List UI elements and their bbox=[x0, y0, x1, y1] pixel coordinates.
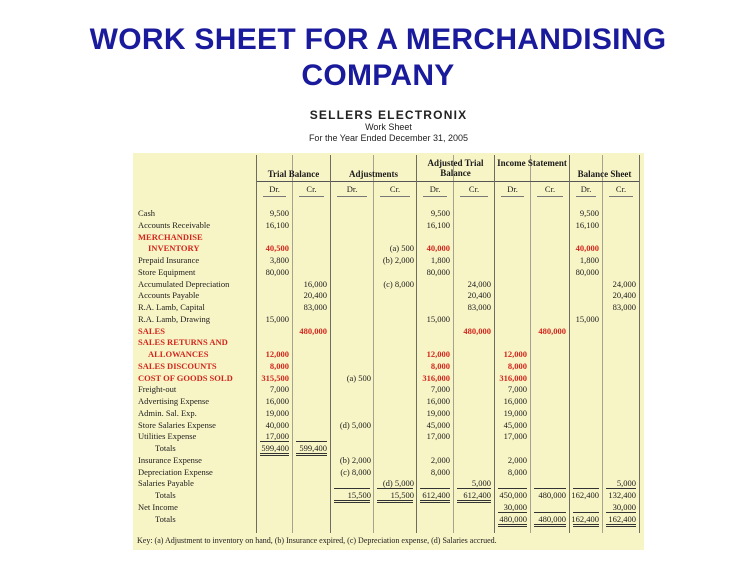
cell-bs-cr: 5,000 bbox=[616, 478, 636, 489]
account-name: COST OF GOODS SOLD bbox=[138, 372, 233, 383]
double-rule bbox=[420, 500, 450, 501]
cell-is-dr: 19,000 bbox=[503, 407, 527, 418]
double-rule bbox=[573, 524, 599, 525]
cell-atb-dr: 8,000 bbox=[430, 360, 450, 371]
account-name: R.A. Lamb, Drawing bbox=[138, 313, 211, 324]
account-name: Admin. Sal. Exp. bbox=[138, 407, 197, 418]
double-rule bbox=[260, 453, 289, 454]
cell-is-dr: 12,000 bbox=[503, 349, 527, 359]
cell-tb-dr: 19,000 bbox=[265, 407, 289, 418]
dr-cr-underline bbox=[501, 196, 524, 197]
column-group-adjusted-trial-balance: Adjusted Trial Balance bbox=[427, 158, 484, 178]
cell-tb-cr: 20,400 bbox=[303, 290, 327, 301]
cell-adj-cr: 15,500 bbox=[390, 490, 414, 500]
single-rule bbox=[606, 488, 636, 489]
cell-tb-dr: 80,000 bbox=[265, 266, 289, 277]
account-name: Accounts Payable bbox=[138, 290, 200, 301]
cell-tb-dr: 8,000 bbox=[269, 360, 289, 371]
cell-is-cr: 480,000 bbox=[538, 490, 566, 500]
double-rule bbox=[334, 500, 370, 501]
cell-bs-cr: 30,000 bbox=[612, 501, 636, 512]
dr-cr-underline bbox=[299, 196, 324, 197]
column-group-balance-sheet: Balance Sheet bbox=[577, 169, 632, 179]
cell-atb-dr: 7,000 bbox=[430, 384, 450, 395]
single-rule bbox=[606, 512, 636, 513]
account-name: Totals bbox=[155, 490, 176, 500]
double-rule bbox=[377, 502, 413, 503]
cell-atb-dr: 9,500 bbox=[430, 208, 450, 218]
column-divider bbox=[639, 155, 640, 533]
slide-title-line2: COMPANY bbox=[301, 59, 455, 92]
cell-is-cr: 480,000 bbox=[538, 325, 566, 336]
cell-atb-dr: 15,000 bbox=[426, 313, 450, 324]
cell-atb-dr: 16,100 bbox=[426, 219, 450, 230]
cell-tb-cr: 16,000 bbox=[303, 278, 327, 289]
column-group-income-statement: Income Statement bbox=[497, 158, 567, 168]
account-name: Totals bbox=[155, 513, 176, 524]
single-rule bbox=[296, 441, 327, 442]
cell-is-dr: 45,000 bbox=[503, 419, 527, 430]
column-divider bbox=[530, 155, 531, 533]
account-name: Freight-out bbox=[138, 384, 177, 395]
cell-atb-dr: 1,800 bbox=[430, 255, 450, 265]
cell-tb-dr: 315,500 bbox=[261, 372, 289, 383]
cell-tb-dr: 17,000 bbox=[265, 431, 289, 442]
cell-adj-cr: (a) 500 bbox=[389, 243, 414, 254]
single-rule bbox=[573, 512, 599, 513]
cell-tb-cr: 480,000 bbox=[299, 325, 327, 336]
account-name: Store Salaries Expense bbox=[138, 419, 216, 430]
cell-is-dr: 17,000 bbox=[503, 431, 527, 442]
double-rule bbox=[606, 524, 636, 525]
single-rule bbox=[573, 488, 599, 489]
cell-tb-dr: 40,500 bbox=[265, 243, 289, 254]
cell-is-dr: 8,000 bbox=[507, 360, 527, 371]
account-name: ALLOWANCES bbox=[148, 349, 209, 359]
cell-adj-cr: (d) 5,000 bbox=[382, 478, 414, 489]
account-name: Store Equipment bbox=[138, 266, 196, 277]
double-rule bbox=[457, 500, 491, 501]
cell-bs-dr: 16,100 bbox=[575, 219, 599, 230]
cell-bs-dr: 9,500 bbox=[579, 208, 599, 218]
double-rule bbox=[377, 500, 413, 501]
double-rule bbox=[260, 455, 289, 456]
single-rule bbox=[534, 512, 566, 513]
account-name: SALES bbox=[138, 325, 165, 336]
cell-bs-cr: 83,000 bbox=[612, 302, 636, 312]
column-group-trial-balance: Trial Balance bbox=[267, 169, 320, 179]
dr-header: Dr. bbox=[346, 184, 358, 194]
cell-is-dr: 30,000 bbox=[503, 501, 527, 512]
account-name: Totals bbox=[155, 443, 176, 453]
double-rule bbox=[334, 502, 370, 503]
account-name: Accounts Receivable bbox=[138, 219, 210, 230]
cell-adj-dr: (d) 5,000 bbox=[339, 419, 371, 430]
single-rule bbox=[260, 441, 289, 442]
cell-tb-dr: 599,400 bbox=[261, 443, 289, 453]
slide-title bbox=[0, 22, 756, 94]
double-rule bbox=[296, 455, 327, 456]
dr-cr-underline bbox=[380, 196, 410, 197]
cell-bs-cr: 162,400 bbox=[608, 513, 636, 524]
cell-bs-cr: 24,000 bbox=[612, 278, 636, 289]
worksheet-header bbox=[133, 103, 644, 153]
cell-atb-cr: 83,000 bbox=[467, 302, 491, 312]
cell-bs-dr: 80,000 bbox=[575, 266, 599, 277]
cr-header: Cr. bbox=[615, 184, 627, 194]
dr-cr-underline bbox=[609, 196, 633, 197]
dr-header: Dr. bbox=[429, 184, 441, 194]
dr-cr-underline bbox=[263, 196, 286, 197]
group-underline bbox=[495, 181, 569, 182]
single-rule bbox=[377, 488, 413, 489]
cell-tb-dr: 16,100 bbox=[265, 219, 289, 230]
account-name: Salaries Payable bbox=[138, 478, 194, 489]
cell-tb-dr: 16,000 bbox=[265, 396, 289, 406]
account-name: Net Income bbox=[138, 501, 178, 512]
cr-header: Cr. bbox=[544, 184, 556, 194]
cell-atb-dr: 8,000 bbox=[430, 466, 450, 477]
cell-tb-dr: 40,000 bbox=[265, 419, 289, 430]
cell-bs-dr: 15,000 bbox=[575, 313, 599, 324]
double-rule bbox=[498, 524, 527, 525]
account-name: SALES DISCOUNTS bbox=[138, 360, 217, 371]
column-divider bbox=[373, 155, 374, 533]
cell-adj-cr: (c) 8,000 bbox=[383, 278, 414, 289]
cell-is-dr: 316,000 bbox=[499, 372, 527, 383]
cell-atb-dr: 45,000 bbox=[426, 419, 450, 430]
cell-adj-dr: (a) 500 bbox=[346, 372, 371, 383]
cell-tb-dr: 9,500 bbox=[269, 208, 289, 218]
cell-atb-dr: 40,000 bbox=[426, 243, 450, 254]
cell-bs-dr: 40,000 bbox=[575, 243, 599, 254]
account-name: Advertising Expense bbox=[138, 396, 210, 406]
cell-bs-dr: 162,400 bbox=[571, 513, 599, 524]
cell-bs-dr: 1,800 bbox=[579, 255, 599, 265]
account-name: Insurance Expense bbox=[138, 454, 202, 465]
cell-atb-dr: 80,000 bbox=[426, 266, 450, 277]
column-divider bbox=[292, 155, 293, 533]
cell-is-cr: 480,000 bbox=[538, 513, 566, 524]
dr-cr-underline bbox=[337, 196, 367, 197]
cell-is-dr: 7,000 bbox=[507, 384, 527, 395]
cell-atb-dr: 612,400 bbox=[422, 490, 450, 500]
cr-header: Cr. bbox=[468, 184, 480, 194]
cell-adj-dr: (c) 8,000 bbox=[340, 466, 371, 477]
cr-header: Cr. bbox=[306, 184, 317, 194]
cell-is-dr: 16,000 bbox=[503, 396, 527, 406]
cell-atb-dr: 17,000 bbox=[426, 431, 450, 442]
slide-title-line1: WORK SHEET FOR A MERCHANDISING bbox=[89, 23, 667, 56]
account-name: Prepaid Insurance bbox=[138, 255, 200, 265]
dr-cr-underline bbox=[460, 196, 488, 197]
cell-is-dr: 480,000 bbox=[499, 513, 527, 524]
cell-atb-cr: 480,000 bbox=[463, 325, 491, 336]
double-rule bbox=[296, 453, 327, 454]
account-name: Utilities Expense bbox=[138, 431, 197, 442]
worksheet-subtitle: Work Sheet bbox=[365, 122, 412, 132]
cell-tb-dr: 3,800 bbox=[269, 255, 289, 265]
cell-atb-dr: 19,000 bbox=[426, 407, 450, 418]
cell-atb-cr: 612,400 bbox=[463, 490, 491, 500]
cell-tb-dr: 12,000 bbox=[265, 349, 289, 359]
single-rule bbox=[420, 488, 450, 489]
worksheet-period: For the Year Ended December 31, 2005 bbox=[308, 133, 469, 143]
double-rule bbox=[573, 526, 599, 527]
cell-is-dr: 8,000 bbox=[507, 466, 527, 477]
column-divider bbox=[330, 155, 331, 533]
double-rule bbox=[457, 502, 491, 503]
account-name: SALES RETURNS AND bbox=[138, 337, 228, 348]
dr-header: Dr. bbox=[580, 184, 592, 194]
cell-bs-cr: 132,400 bbox=[608, 490, 636, 500]
double-rule bbox=[420, 502, 450, 503]
account-name: R.A. Lamb, Capital bbox=[138, 302, 205, 312]
company-name: SELLERS ELECTRONIX bbox=[309, 108, 468, 122]
cell-atb-cr: 5,000 bbox=[471, 478, 491, 489]
single-rule bbox=[498, 488, 527, 489]
worksheet bbox=[133, 103, 644, 550]
group-underline bbox=[331, 181, 416, 182]
cell-adj-dr: (b) 2,000 bbox=[339, 454, 371, 465]
single-rule bbox=[498, 512, 527, 513]
dr-header: Dr. bbox=[269, 184, 280, 194]
cell-bs-dr: 162,400 bbox=[571, 490, 599, 500]
cell-atb-dr: 316,000 bbox=[422, 372, 450, 383]
cell-is-dr: 2,000 bbox=[507, 454, 527, 465]
cell-adj-dr: 15,500 bbox=[347, 490, 371, 500]
double-rule bbox=[498, 526, 527, 527]
dr-header: Dr. bbox=[507, 184, 518, 194]
cr-header: Cr. bbox=[389, 184, 401, 194]
account-name: Cash bbox=[138, 208, 155, 218]
cell-atb-dr: 16,000 bbox=[426, 396, 450, 406]
worksheet-key: Key: (a) Adjustment to inventory on hand, (b) Insurance expired, (c) Depreciation expense, (d) Salaries accrued. bbox=[137, 536, 497, 545]
cell-is-dr: 450,000 bbox=[499, 490, 527, 500]
group-underline bbox=[570, 181, 639, 182]
single-rule bbox=[457, 488, 491, 489]
double-rule bbox=[606, 526, 636, 527]
group-underline bbox=[417, 181, 494, 182]
cell-adj-cr: (b) 2,000 bbox=[382, 255, 414, 265]
cell-tb-dr: 15,000 bbox=[265, 313, 289, 324]
cell-atb-dr: 2,000 bbox=[430, 454, 450, 465]
cell-atb-cr: 24,000 bbox=[467, 278, 491, 289]
cell-tb-dr: 7,000 bbox=[269, 384, 289, 395]
dr-cr-underline bbox=[423, 196, 447, 197]
dr-cr-underline bbox=[537, 196, 563, 197]
cell-tb-cr: 599,400 bbox=[299, 443, 327, 453]
cell-atb-dr: 12,000 bbox=[426, 349, 450, 359]
account-name: MERCHANDISE bbox=[138, 231, 203, 242]
account-name: INVENTORY bbox=[148, 243, 200, 254]
cell-tb-cr: 83,000 bbox=[303, 302, 327, 312]
column-group-adjustments: Adjustments bbox=[348, 169, 398, 179]
cell-atb-cr: 20,400 bbox=[467, 290, 491, 301]
account-name: Depreciation Expense bbox=[138, 466, 213, 477]
single-rule bbox=[534, 488, 566, 489]
double-rule bbox=[534, 526, 566, 527]
dr-cr-underline bbox=[576, 196, 596, 197]
single-rule bbox=[334, 488, 370, 489]
group-underline bbox=[257, 181, 330, 182]
account-name: Accumulated Depreciation bbox=[138, 278, 230, 289]
cell-bs-cr: 20,400 bbox=[612, 290, 636, 301]
double-rule bbox=[534, 524, 566, 525]
